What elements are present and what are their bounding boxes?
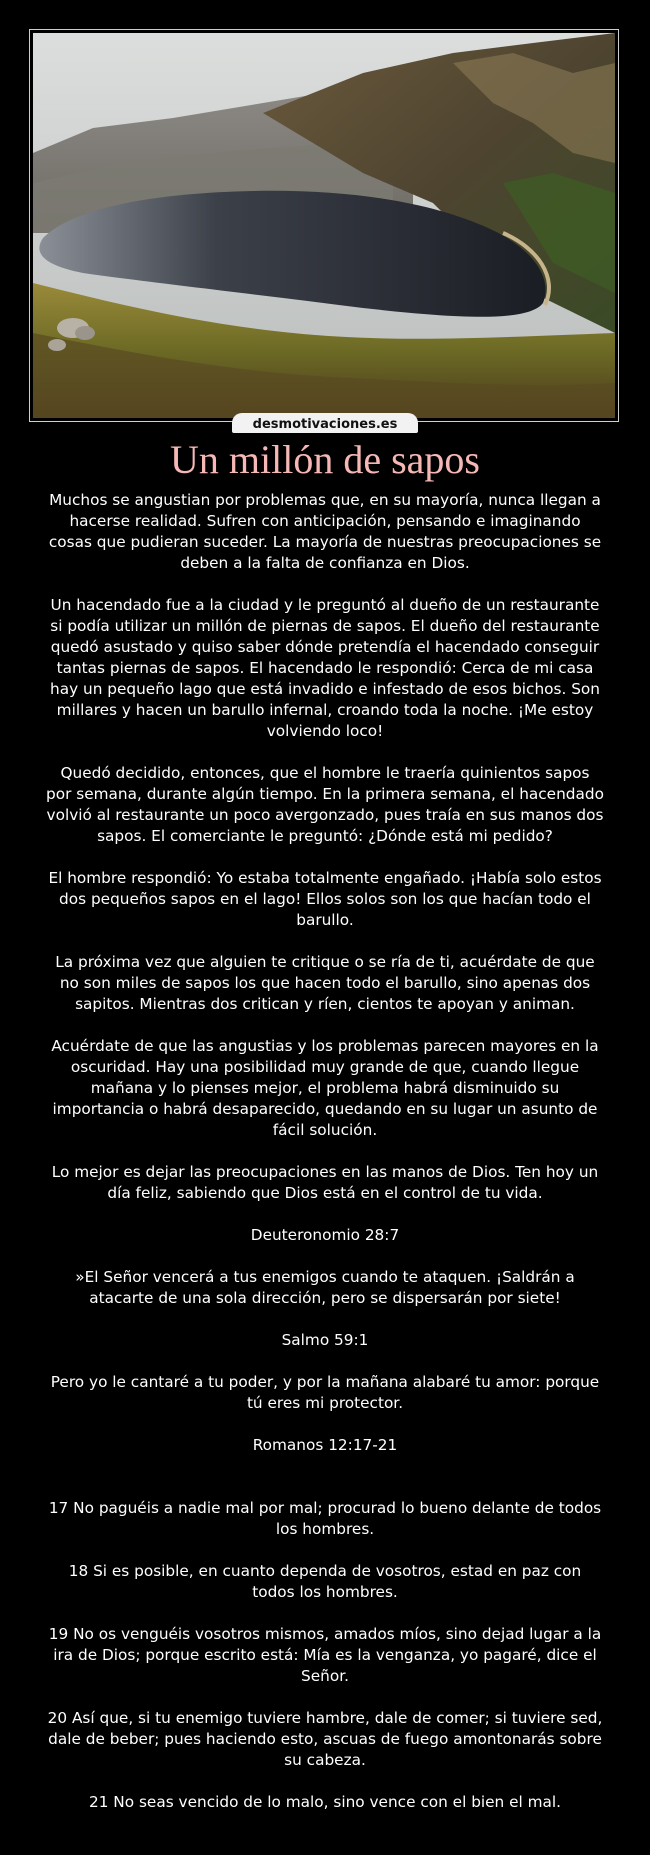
verse: 20 Así que, si tu enemigo tuviere hambre, dale de comer; si tuviere sed, dale de beber; pues haciendo esto, ascuas de fuego amontonarás sobre su cabeza. bbox=[47, 1709, 603, 1769]
paragraph: Quedó decidido, entonces, que el hombre le traería quinientos sapos por semana, durante algún tiempo. En la primera semana, el hacendado volvió al restaurante un poco avergonzado, pues traía en sus manos dos sapos. El comerciante le preguntó: ¿Dónde está mi pedido? bbox=[46, 764, 604, 845]
verse: 18 Si es posible, en cuanto dependa de vosotros, estad en paz con todos los hombres. bbox=[68, 1562, 582, 1601]
desmotivaciones-logo-icon bbox=[240, 415, 410, 431]
paragraph: Un hacendado fue a la ciudad y le preguntó al dueño de un restaurante si podía utilizar un millón de piernas de sapos. El dueño del restaurante quedó asustado y quiso saber dónde pretendía el hacendado conseguir tantas piernas de sapos. El hacendado le respondió: Cerca de mi casa hay un pequeño lago que está invadido e infestado de esos bichos. Son millares y hacen un barullo infernal, croando toda la noche. ¡Me estoy volviendo loco! bbox=[50, 596, 600, 740]
scripture-reference: Deuteronomio 28:7 bbox=[250, 1226, 400, 1244]
paragraph: Pero yo le cantaré a tu poder, y por la mañana alabaré tu amor: porque tú eres mi protector. bbox=[50, 1373, 600, 1412]
photo-frame bbox=[29, 29, 619, 422]
verse: 17 No paguéis a nadie mal por mal; procurad lo bueno delante de todos los hombres. bbox=[48, 1499, 602, 1538]
watermark-logo[interactable] bbox=[232, 413, 418, 433]
paragraph: Acuérdate de que las angustias y los problemas parecen mayores en la oscuridad. Hay una posibilidad muy grande de que, cuando llegue mañana y lo pienses mejor, el problema habrá disminuido su importancia o habrá desaparecido, quedando en su lugar un asunto de fácil solución. bbox=[51, 1037, 599, 1139]
paragraph: La próxima vez que alguien te critique o se ría de ti, acuérdate de que no son miles de sapos los que hacen todo el barullo, sino apenas dos sapitos. Mientras dos critican y ríen, cientos te apoyan y animan. bbox=[55, 953, 595, 1013]
poster-title: Un millón de sapos bbox=[170, 437, 480, 482]
poster-body bbox=[46, 490, 604, 1834]
lake-landscape-photo bbox=[33, 33, 615, 418]
paragraph: El hombre respondió: Yo estaba totalmente engañado. ¡Había solo estos dos pequeños sapos en el lago! Ellos solos son los que hacían todo el barullo. bbox=[48, 869, 602, 929]
paragraph: Lo mejor es dejar las preocupaciones en las manos de Dios. Ten hoy un día feliz, sabiendo que Dios está en el control de tu vida. bbox=[51, 1163, 599, 1202]
verse: 21 No seas vencido de lo malo, sino vence con el bien el mal. bbox=[88, 1793, 562, 1811]
watermark-text: desmotivaciones.es bbox=[252, 417, 398, 431]
scripture-reference: Romanos 12:17-21 bbox=[252, 1436, 398, 1454]
scripture-reference: Salmo 59:1 bbox=[281, 1331, 369, 1349]
paragraph: »El Señor vencerá a tus enemigos cuando te ataquen. ¡Saldrán a atacarte de una sola dirección, pero se dispersarán por siete! bbox=[75, 1268, 575, 1307]
verse: 19 No os venguéis vosotros mismos, amados míos, sino dejad lugar a la ira de Dios; porque escrito está: Mía es la venganza, yo pagaré, dice el Señor. bbox=[48, 1625, 602, 1685]
paragraph: Muchos se angustian por problemas que, en su mayoría, nunca llegan a hacerse realidad. Sufren con anticipación, pensando e imaginando cosas que pudieran suceder. La mayoría de nuestras preocupaciones se deben a la falta de confianza en Dios. bbox=[48, 491, 602, 572]
